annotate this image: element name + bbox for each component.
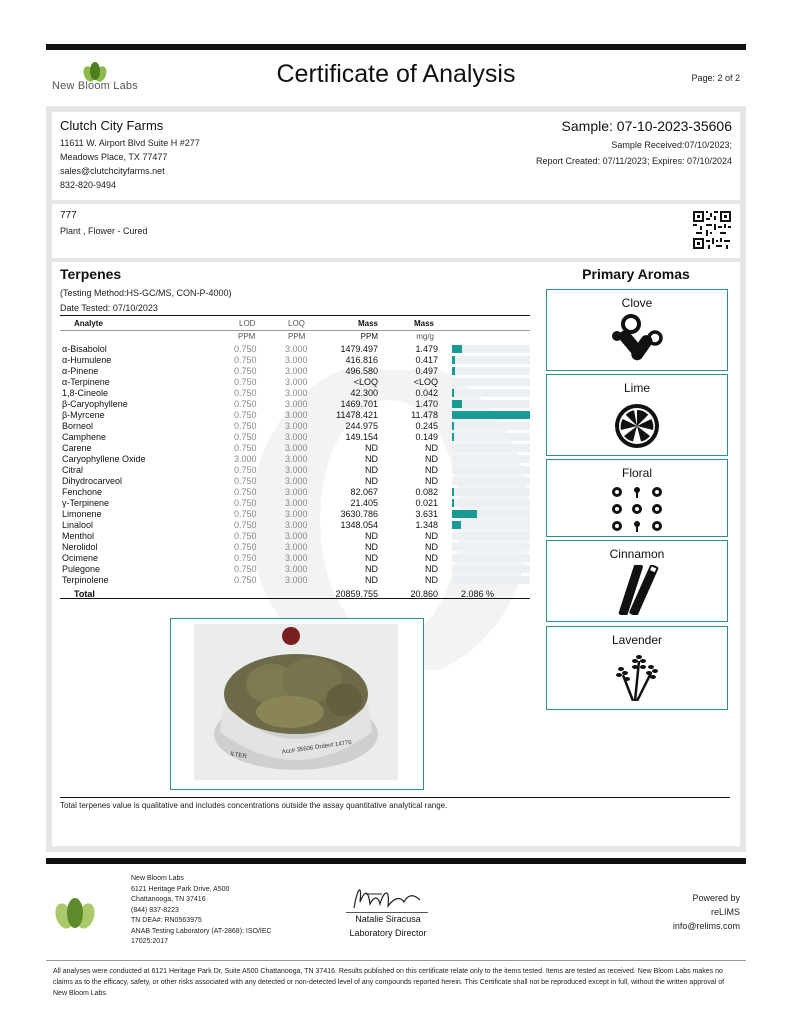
mass-ppm-cell: ND — [365, 542, 378, 552]
mass-mgg-unit: mg/g — [416, 332, 434, 341]
analyte-cell: α-Pinene — [62, 366, 99, 376]
analyte-cell: Limonene — [62, 509, 102, 519]
mass-mgg-cell: 1.348 — [415, 520, 438, 530]
concentration-bar-track — [452, 499, 530, 507]
lab-info — [131, 874, 272, 948]
loq-cell: 3.000 — [285, 476, 308, 486]
mass-ppm-cell: <LOQ — [353, 377, 378, 387]
analyte-cell: α-Humulene — [62, 355, 112, 365]
mass-ppm-cell: 416.816 — [345, 355, 378, 365]
col-loq-header: LOQ — [288, 319, 305, 328]
analyte-cell: Fenchone — [62, 487, 103, 497]
col-mass-mgg-header: Mass — [413, 319, 434, 328]
aroma-card-lime — [546, 374, 728, 456]
analyte-cell: Camphene — [62, 432, 107, 442]
analyte-cell: Nerolidol — [62, 542, 98, 552]
aroma-card-lavender — [546, 626, 728, 710]
brand-name: New Bloom Labs — [52, 80, 138, 92]
client-phone: 832-820-9494 — [60, 180, 117, 190]
concentration-bar — [452, 510, 477, 518]
table-top-rule — [60, 315, 530, 316]
mass-ppm-cell: 1469.701 — [340, 399, 378, 409]
loq-cell: 3.000 — [285, 575, 308, 585]
lab-phone: (844) 837-8223 — [131, 906, 179, 914]
loq-cell: 3.000 — [285, 454, 308, 464]
mass-ppm-cell: 244.975 — [345, 421, 378, 431]
mass-mgg-cell: 11.478 — [411, 410, 438, 420]
signature-image — [348, 882, 428, 912]
lod-cell: 0.750 — [234, 465, 257, 475]
analyte-cell: γ-Terpinene — [62, 498, 110, 508]
lod-cell: 0.750 — [234, 432, 257, 442]
mass-mgg-cell: ND — [425, 542, 438, 552]
bottom-rule — [46, 858, 746, 864]
lab-name: New Bloom Labs — [131, 875, 184, 882]
mass-mgg-cell: 0.021 — [415, 498, 438, 508]
lod-cell: 0.750 — [234, 355, 257, 365]
mass-ppm-cell: 3630.786 — [340, 509, 378, 519]
powered-by-brand: reLIMS — [710, 907, 740, 917]
page-number: Page: 2 of 2 — [691, 73, 740, 83]
aroma-card-clove — [546, 289, 728, 371]
lod-cell: 0.750 — [234, 377, 257, 387]
analyte-cell: Menthol — [62, 531, 95, 541]
powered-by: Powered by — [692, 893, 740, 903]
product-card — [52, 204, 740, 258]
concentration-bar — [452, 356, 455, 364]
cinnamon-icon — [607, 565, 667, 615]
primary-aromas-title: Primary Aromas — [582, 266, 690, 282]
terpenes-title: Terpenes — [60, 266, 122, 282]
mass-ppm-unit: PPM — [360, 332, 378, 341]
lod-cell: 0.750 — [234, 388, 257, 398]
concentration-bar-track — [452, 367, 530, 375]
mass-mgg-cell: ND — [425, 454, 438, 464]
analyte-cell: α-Terpinene — [62, 377, 110, 387]
loq-cell: 3.000 — [285, 344, 308, 354]
loq-cell: 3.000 — [285, 410, 308, 420]
mass-ppm-cell: 496.580 — [345, 366, 378, 376]
concentration-bar-track — [452, 411, 530, 419]
analyte-cell: Citral — [62, 465, 84, 475]
mass-mgg-cell: ND — [425, 443, 438, 453]
analyte-cell: Borneol — [62, 421, 94, 431]
analyte-cell: Caryophyllene Oxide — [62, 454, 146, 464]
loq-cell: 3.000 — [285, 553, 308, 563]
lab-address1: 6121 Heritage Park Drive, A500 — [131, 885, 230, 893]
concentration-bar-track — [452, 543, 530, 551]
mass-ppm-cell: ND — [365, 454, 378, 464]
terpenes-footnote: Total terpenes value is qualitative and includes concentrations outside the assay quantitative analytical range. — [60, 801, 448, 810]
mass-ppm-cell: ND — [365, 553, 378, 563]
concentration-bar — [452, 400, 462, 408]
lod-cell: 0.750 — [234, 575, 257, 585]
concentration-bar-track — [452, 466, 530, 474]
concentration-bar-track — [452, 488, 530, 496]
concentration-bar-track — [452, 477, 530, 485]
concentration-bar — [452, 345, 462, 353]
loq-cell: 3.000 — [285, 531, 308, 541]
lod-cell: 0.750 — [234, 509, 257, 519]
mass-mgg-cell: ND — [425, 564, 438, 574]
concentration-bar — [452, 433, 454, 441]
signer-role: Laboratory Director — [349, 928, 427, 938]
analyte-cell: β-Caryophyllene — [62, 399, 128, 409]
mass-mgg-cell: ND — [425, 553, 438, 563]
mass-mgg-cell: 0.082 — [415, 487, 438, 497]
floral-icon — [607, 484, 667, 534]
concentration-bar — [452, 389, 454, 397]
concentration-bar — [452, 488, 454, 496]
client-name: Clutch City Farms — [60, 118, 164, 133]
mass-ppm-cell: ND — [365, 531, 378, 541]
concentration-bar-track — [452, 554, 530, 562]
mass-ppm-cell: 1348.054 — [340, 520, 378, 530]
sample-id: Sample: 07-10-2023-35606 — [561, 118, 732, 134]
lab-address2: Chattanooga, TN 37416 — [131, 896, 206, 903]
lod-cell: 0.750 — [234, 520, 257, 530]
loq-cell: 3.000 — [285, 520, 308, 530]
aroma-label: Clove — [621, 296, 653, 310]
signer-name: Natalie Siracusa — [355, 914, 421, 924]
lod-cell: 0.750 — [234, 498, 257, 508]
mass-ppm-cell: 11478.421 — [336, 410, 378, 420]
concentration-bar-track — [452, 389, 530, 397]
aroma-label: Floral — [621, 466, 652, 480]
total-label: Total — [74, 589, 95, 599]
table-bottom-rule — [60, 598, 530, 599]
mass-ppm-cell: 1479.497 — [340, 344, 378, 354]
mass-ppm-cell: ND — [365, 564, 378, 574]
col-lod-header: LOD — [239, 319, 256, 328]
aroma-label: Lavender — [611, 633, 663, 647]
lod-cell: 0.750 — [234, 443, 257, 453]
loq-cell: 3.000 — [285, 388, 308, 398]
client-address-line1: 11611 W. Airport Blvd Suite H #277 — [60, 138, 200, 148]
mass-mgg-cell: <LOQ — [413, 377, 438, 387]
concentration-bar-track — [452, 576, 530, 584]
mass-mgg-cell: 1.470 — [415, 399, 438, 409]
analyte-cell: Ocimene — [62, 553, 99, 563]
mass-mgg-cell: 1.479 — [415, 344, 438, 354]
loq-unit: PPM — [288, 332, 306, 341]
lod-cell: 0.750 — [234, 564, 257, 574]
concentration-bar-track — [452, 433, 530, 441]
loq-cell: 3.000 — [285, 542, 308, 552]
aroma-card-cinnamon — [546, 540, 728, 622]
loq-cell: 3.000 — [285, 399, 308, 409]
sample-photo — [194, 624, 398, 780]
clove-icon — [607, 314, 667, 364]
lod-cell: 0.750 — [234, 366, 257, 376]
concentration-bar-track — [452, 565, 530, 573]
report-dates: Report Created: 07/11/2023; Expires: 07/10/2024 — [536, 156, 732, 166]
mass-mgg-cell: ND — [425, 531, 438, 541]
concentration-bar-track — [452, 378, 530, 386]
concentration-bar — [452, 521, 461, 529]
total-mgg: 20.860 — [410, 589, 438, 599]
loq-cell: 3.000 — [285, 355, 308, 365]
loq-cell: 3.000 — [285, 377, 308, 387]
total-ppm: 20859.755 — [335, 589, 378, 599]
lavender-icon — [607, 651, 667, 701]
lab-accreditation-1: ANAB Testing Laboratory (AT-2868): ISO/IEC — [131, 927, 272, 935]
photo-label-text: Acc# 35606 Order# 14776 — [281, 739, 353, 756]
concentration-bar-track — [452, 356, 530, 364]
mass-ppm-cell: ND — [365, 465, 378, 475]
top-rule — [46, 44, 746, 50]
loq-cell: 3.000 — [285, 421, 308, 431]
aroma-card-floral — [546, 459, 728, 537]
lod-cell: 0.750 — [234, 399, 257, 409]
lod-cell: 0.750 — [234, 421, 257, 431]
mass-mgg-cell: 3.631 — [415, 509, 438, 519]
lod-unit: PPM — [238, 332, 256, 341]
lime-icon — [607, 399, 667, 449]
footnote-rule — [60, 797, 730, 798]
lod-cell: 0.750 — [234, 410, 257, 420]
concentration-bar-track — [452, 422, 530, 430]
loq-cell: 3.000 — [285, 564, 308, 574]
analyte-cell: Terpinolene — [62, 575, 109, 585]
mass-mgg-cell: 0.417 — [415, 355, 438, 365]
product-name: 777 — [60, 210, 77, 221]
loq-cell: 3.000 — [285, 487, 308, 497]
mass-mgg-cell: 0.245 — [415, 421, 438, 431]
analyte-cell: Carene — [62, 443, 92, 453]
concentration-bar-track — [452, 532, 530, 540]
powered-by-email[interactable]: info@relims.com — [672, 921, 740, 931]
concentration-bar-track — [452, 455, 530, 463]
loq-cell: 3.000 — [285, 498, 308, 508]
lod-cell: 0.750 — [234, 487, 257, 497]
lod-cell: 0.750 — [234, 344, 257, 354]
legal-disclaimer: All analyses were conducted at 6121 Heritage Park Dr, Suite A500 Chattanooga, TN 37416. Results published on this certificate relate only to the items tested. Items are tested as received. New Bloom Labs makes no claims as to the efficacy, safety, or other risks associated with any detected or non-detected level of any compounds reported herein. This Certificate shall not be reproduced except in full, without the written approval of New Bloom Labs. — [53, 968, 725, 997]
lab-logo-icon — [52, 894, 98, 934]
client-address-line2: Meadows Place, TX 77477 — [60, 152, 168, 162]
sample-received: Sample Received:07/10/2023; — [611, 140, 732, 150]
concentration-bar-track — [452, 444, 530, 452]
document-title: Certificate of Analysis — [276, 60, 516, 88]
loq-cell: 3.000 — [285, 509, 308, 519]
mass-ppm-cell: ND — [365, 575, 378, 585]
concentration-bar — [452, 422, 454, 430]
mass-mgg-cell: ND — [425, 575, 438, 585]
aroma-label: Cinnamon — [609, 547, 665, 561]
date-tested: Date Tested: 07/10/2023 — [60, 303, 158, 313]
mass-ppm-cell: 21.405 — [350, 498, 378, 508]
concentration-bar — [452, 411, 530, 419]
lab-dea: TN DEA#: RN0563975 — [131, 917, 202, 924]
lod-cell: 0.750 — [234, 542, 257, 552]
mass-mgg-cell: ND — [425, 465, 438, 475]
mass-ppm-cell: 149.154 — [345, 432, 378, 442]
signature-rule — [346, 912, 428, 913]
header-rule — [60, 330, 530, 331]
mass-mgg-cell: 0.149 — [415, 432, 438, 442]
concentration-bar-track — [452, 400, 530, 408]
loq-cell: 3.000 — [285, 432, 308, 442]
analyte-cell: α-Bisabolol — [62, 344, 107, 354]
loq-cell: 3.000 — [285, 366, 308, 376]
mass-ppm-cell: 82.067 — [350, 487, 378, 497]
lod-cell: 0.750 — [234, 476, 257, 486]
col-analyte-header: Analyte — [74, 319, 103, 328]
analyte-cell: Dihydrocarveol — [62, 476, 123, 486]
client-email: sales@clutchcityfarms.net — [60, 166, 165, 176]
lod-cell: 3.000 — [234, 454, 257, 464]
lod-cell: 0.750 — [234, 531, 257, 541]
legal-rule — [46, 960, 746, 961]
mass-mgg-cell: 0.497 — [415, 366, 438, 376]
testing-method: (Testing Method:HS-GC/MS, CON-P-4000) — [60, 288, 232, 298]
aroma-label: Lime — [623, 381, 650, 395]
concentration-bar-track — [452, 345, 530, 353]
qr-code-icon — [692, 210, 732, 250]
concentration-bar-track — [452, 521, 530, 529]
mass-ppm-cell: ND — [365, 443, 378, 453]
photo-filter-text: ILTER — [229, 751, 248, 761]
loq-cell: 3.000 — [285, 443, 308, 453]
concentration-bar — [452, 499, 454, 507]
mass-ppm-cell: ND — [365, 476, 378, 486]
mass-mgg-cell: 0.042 — [415, 388, 438, 398]
product-type: Plant , Flower - Cured — [60, 226, 148, 236]
mass-ppm-cell: 42.300 — [350, 388, 378, 398]
loq-cell: 3.000 — [285, 465, 308, 475]
mass-mgg-cell: ND — [425, 476, 438, 486]
analyte-cell: β-Myrcene — [62, 410, 105, 420]
col-mass-ppm-header: Mass — [357, 319, 378, 328]
analyte-cell: Linalool — [62, 520, 94, 530]
lod-cell: 0.750 — [234, 553, 257, 563]
total-percent: 2.086 % — [460, 589, 494, 599]
analyte-cell: 1,8-Cineole — [62, 388, 109, 398]
analyte-cell: Pulegone — [62, 564, 101, 574]
concentration-bar-track — [452, 510, 530, 518]
lab-accreditation-2: 17025:2017 — [131, 938, 168, 945]
concentration-bar — [452, 367, 455, 375]
